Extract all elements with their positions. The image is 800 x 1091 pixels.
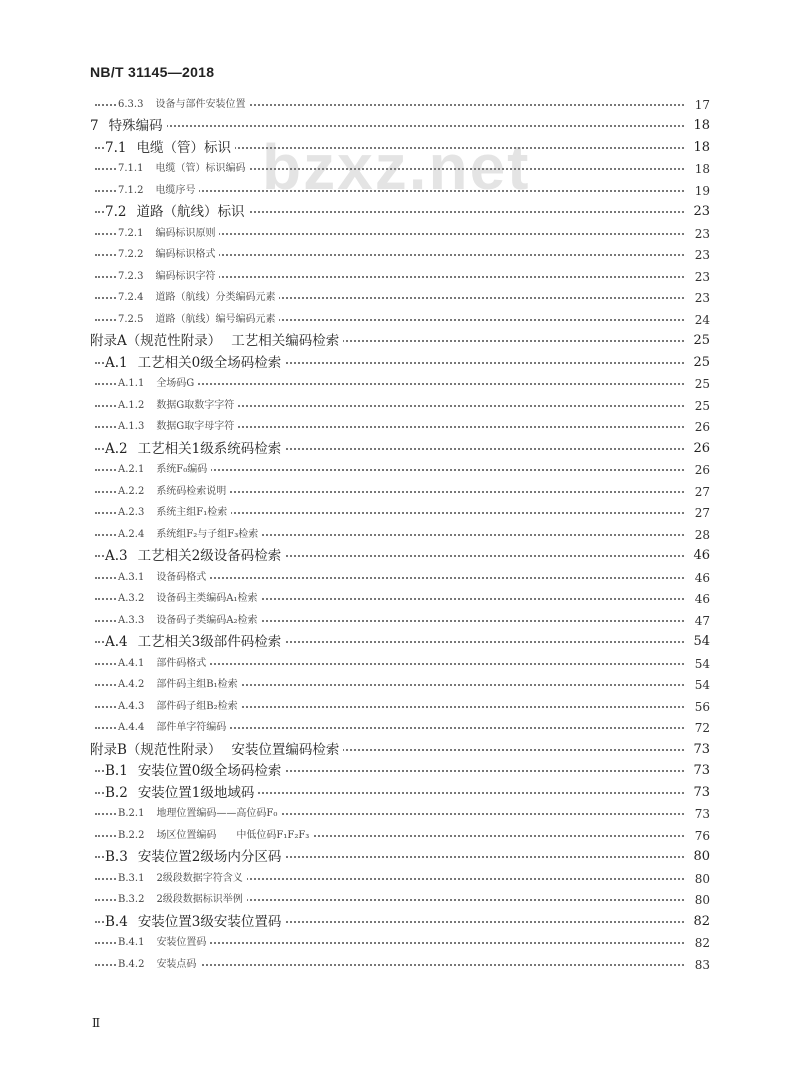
toc-entry[interactable] <box>0 761 800 783</box>
toc-entry-number: A.1.1 <box>118 378 145 390</box>
toc-entry[interactable] <box>0 589 800 611</box>
toc-entry-number: 7.2.2 <box>118 249 144 261</box>
toc-entry-title: 工艺相关3级部件码检索 <box>137 634 282 651</box>
toc-entry-number: A.1.3 <box>118 421 145 433</box>
toc-entry-title: 设备码主类编码A₁检索 <box>156 593 258 605</box>
toc-entry-page: 56 <box>684 699 710 715</box>
toc-entry[interactable] <box>0 331 800 353</box>
toc-entry-title: 系统主组F₁检索 <box>156 507 228 519</box>
toc-entry[interactable] <box>0 266 800 288</box>
toc-entry[interactable] <box>0 933 800 955</box>
toc-entry-page: 72 <box>684 720 710 736</box>
page-number-marker: Ⅱ <box>92 1016 101 1030</box>
toc-entry-label <box>118 957 200 973</box>
toc-entry-title: 设备与部件安装位置 <box>155 98 246 110</box>
toc-entry-page: 25 <box>684 376 710 392</box>
toc-entry-label <box>118 613 262 629</box>
toc-entry[interactable] <box>0 696 800 718</box>
toc-entry-number: B.3.2 <box>118 894 145 906</box>
toc-entry-page: 46 <box>684 548 710 564</box>
table-of-contents <box>0 94 800 976</box>
toc-entry[interactable] <box>0 632 800 654</box>
toc-entry-label <box>118 290 279 306</box>
toc-entry-page: 18 <box>684 118 710 134</box>
toc-entry-number: 7.2.4 <box>118 292 144 304</box>
toc-entry[interactable] <box>0 804 800 826</box>
toc-entry-title: 场区位置编码 中低位码F₁F₂F₃ <box>156 829 310 841</box>
toc-entry[interactable] <box>0 567 800 589</box>
toc-entry-number: A.2 <box>105 440 128 457</box>
toc-entry[interactable] <box>0 546 800 568</box>
document-code: NB/T 31145—2018 <box>90 64 215 80</box>
toc-entry[interactable] <box>0 223 800 245</box>
toc-entry-page: 23 <box>684 290 710 306</box>
toc-entry-page: 80 <box>684 871 710 887</box>
toc-entry-number: 7.1.1 <box>118 163 144 175</box>
toc-entry-label <box>118 247 219 263</box>
toc-entry-label <box>105 548 285 564</box>
toc-entry-page: 54 <box>684 634 710 650</box>
toc-entry-number: B.2.2 <box>118 829 145 841</box>
toc-entry[interactable] <box>0 288 800 310</box>
toc-entry-label <box>118 677 242 693</box>
toc-entry-number: 附录A（规范性附录） <box>90 333 222 350</box>
toc-entry-number: 7 <box>90 118 99 135</box>
toc-entry-page: 23 <box>684 247 710 263</box>
toc-entry-title: 工艺相关0级全场码检索 <box>137 354 282 371</box>
toc-entry-page: 27 <box>684 484 710 500</box>
toc-entry-page: 73 <box>684 806 710 822</box>
toc-entry-number: A.2.1 <box>118 464 145 476</box>
toc-entry-page: 54 <box>684 677 710 693</box>
toc-entry-number: A.3.3 <box>118 614 145 626</box>
toc-entry-page: 26 <box>684 462 710 478</box>
toc-entry-page: 19 <box>684 183 710 199</box>
toc-entry-number: A.3 <box>105 548 128 565</box>
toc-entry-page: 73 <box>684 763 710 779</box>
toc-entry-label <box>118 183 199 199</box>
toc-entry-label <box>90 742 343 758</box>
toc-entry-page: 28 <box>684 527 710 543</box>
toc-entry[interactable] <box>0 245 800 267</box>
toc-entry[interactable] <box>0 718 800 740</box>
toc-entry-page: 76 <box>684 828 710 844</box>
toc-entry-label <box>105 355 285 371</box>
toc-entry-label <box>118 720 230 736</box>
toc-entry-number: 7.1 <box>105 139 127 156</box>
toc-entry-title: 数据G取字母字符 <box>156 421 235 433</box>
toc-entry-title: 设备码格式 <box>156 571 207 583</box>
toc-entry-page: 23 <box>684 269 710 285</box>
toc-entry[interactable] <box>0 309 800 331</box>
toc-entry[interactable] <box>0 159 800 181</box>
toc-entry-title: 部件码格式 <box>156 657 207 669</box>
toc-entry-label <box>118 935 210 951</box>
toc-entry-number: B.1 <box>105 763 128 780</box>
toc-entry[interactable] <box>0 911 800 933</box>
toc-entry-label <box>105 849 285 865</box>
toc-entry-label <box>118 828 313 844</box>
toc-entry-title: 电缆（管）标识 <box>136 139 231 156</box>
toc-entry[interactable] <box>0 94 800 116</box>
toc-entry-title: 电缆序号 <box>155 184 196 196</box>
toc-entry-label <box>118 892 247 908</box>
toc-entry-number: B.4 <box>105 913 128 930</box>
toc-entry-number: B.4.2 <box>118 958 145 970</box>
toc-entry-title: 设备码子类编码A₂检索 <box>156 614 258 626</box>
toc-entry-title: 工艺相关编码检索 <box>231 333 340 350</box>
toc-entry[interactable] <box>0 374 800 396</box>
toc-entry-number: B.2.1 <box>118 808 145 820</box>
toc-entry-page: 46 <box>684 570 710 586</box>
toc-entry[interactable] <box>0 890 800 912</box>
toc-entry-title: 安装位置3级安装位置码 <box>137 913 282 930</box>
toc-entry-title: 安装位置1级地域码 <box>137 784 255 801</box>
toc-entry-number: 7.2.3 <box>118 270 144 282</box>
toc-entry[interactable] <box>0 202 800 224</box>
toc-entry-page: 25 <box>684 355 710 371</box>
toc-entry[interactable] <box>0 653 800 675</box>
toc-entry-number: 7.2.1 <box>118 227 144 239</box>
toc-entry[interactable] <box>0 116 800 138</box>
toc-entry-number: 附录B（规范性附录） <box>90 741 222 758</box>
toc-entry-label <box>118 570 210 586</box>
toc-entry-number: B.4.1 <box>118 937 145 949</box>
toc-entry-page: 82 <box>684 914 710 930</box>
toc-entry-title: 安装位置0级全场码检索 <box>137 763 282 780</box>
toc-entry-title: 道路（航线）标识 <box>136 204 245 221</box>
toc-entry-label <box>105 785 258 801</box>
toc-entry[interactable] <box>0 438 800 460</box>
toc-entry-number: A.2.4 <box>118 528 145 540</box>
toc-entry-label <box>105 763 285 779</box>
toc-entry-label <box>105 204 248 220</box>
toc-entry-title: 道路（航线）分类编码元素 <box>155 292 276 304</box>
toc-entry-page: 17 <box>684 97 710 113</box>
toc-entry-title: 特殊编码 <box>108 118 163 135</box>
toc-entry-number: A.4.3 <box>118 700 145 712</box>
toc-entry-title: 系统码检索说明 <box>156 485 227 497</box>
toc-entry[interactable] <box>0 395 800 417</box>
toc-entry-title: 电缆（管）标识编码 <box>155 163 246 175</box>
toc-entry[interactable] <box>0 675 800 697</box>
toc-entry-page: 25 <box>684 398 710 414</box>
toc-entry-label <box>105 914 285 930</box>
toc-entry-label <box>118 376 198 392</box>
toc-entry-label <box>118 269 219 285</box>
toc-entry-label <box>118 871 247 887</box>
toc-entry-number: 7.1.2 <box>118 184 144 196</box>
toc-entry-title: 系统F₀编码 <box>156 464 208 476</box>
toc-entry-label <box>118 462 211 478</box>
toc-entry-page: 23 <box>684 204 710 220</box>
toc-entry-label <box>118 161 249 177</box>
toc-entry[interactable] <box>0 460 800 482</box>
toc-entry-number: B.3.1 <box>118 872 145 884</box>
toc-entry-number: B.2 <box>105 784 128 801</box>
toc-entry-number: 6.3.3 <box>118 98 144 110</box>
toc-entry-title: 编码标识字符 <box>155 270 216 282</box>
toc-entry[interactable] <box>0 868 800 890</box>
toc-entry-page: 80 <box>684 892 710 908</box>
toc-entry[interactable] <box>0 137 800 159</box>
toc-entry-page: 83 <box>684 957 710 973</box>
toc-entry-title: 编码标识原则 <box>155 227 216 239</box>
watermark: bzxz.net <box>262 131 531 203</box>
toc-entry-title: 2级段数据标识举例 <box>156 894 243 906</box>
toc-entry-label <box>105 140 235 156</box>
toc-entry[interactable] <box>0 503 800 525</box>
toc-entry-label <box>90 118 167 134</box>
toc-entry-page: 73 <box>684 785 710 801</box>
toc-entry-label <box>118 226 219 242</box>
toc-entry-title: 部件码子组B₂检索 <box>156 700 238 712</box>
toc-entry-title: 地理位置编码——高位码F₀ <box>156 808 278 820</box>
toc-entry-page: 25 <box>684 333 710 349</box>
toc-entry-title: 工艺相关1级系统码检索 <box>137 440 282 457</box>
toc-entry[interactable] <box>0 481 800 503</box>
toc-entry-number: A.4 <box>105 634 128 651</box>
toc-entry-title: 安装位置2级场内分区码 <box>137 849 282 866</box>
toc-entry-number: 7.2.5 <box>118 313 144 325</box>
toc-entry-number: A.1 <box>105 354 128 371</box>
toc-entry-label <box>118 591 262 607</box>
toc-entry-title: 工艺相关2级设备码检索 <box>137 548 282 565</box>
toc-entry[interactable] <box>0 782 800 804</box>
toc-entry-page: 23 <box>684 226 710 242</box>
toc-entry-number: A.1.2 <box>118 399 145 411</box>
toc-entry-label <box>105 634 285 650</box>
toc-entry-title: 部件码主组B₁检索 <box>156 679 238 691</box>
toc-entry-number: B.3 <box>105 849 128 866</box>
toc-entry[interactable] <box>0 417 800 439</box>
toc-entry-label <box>105 441 285 457</box>
toc-entry-title: 安装点码 <box>156 958 197 970</box>
toc-entry-title: 全场码G <box>156 378 195 390</box>
toc-entry-page: 73 <box>684 742 710 758</box>
toc-entry-page: 47 <box>684 613 710 629</box>
toc-entry-number: A.4.1 <box>118 657 145 669</box>
toc-entry-page: 26 <box>684 419 710 435</box>
toc-entry[interactable] <box>0 610 800 632</box>
toc-entry-title: 部件单字符编码 <box>156 722 227 734</box>
toc-entry-title: 2级段数据字符含义 <box>156 872 243 884</box>
toc-entry[interactable] <box>0 739 800 761</box>
toc-entry-label <box>118 484 230 500</box>
toc-entry-page: 54 <box>684 656 710 672</box>
toc-entry-page: 18 <box>684 161 710 177</box>
toc-entry-label <box>90 333 343 349</box>
toc-entry-page: 18 <box>684 140 710 156</box>
toc-entry-number: A.2.3 <box>118 507 145 519</box>
toc-entry[interactable] <box>0 954 800 976</box>
toc-entry[interactable] <box>0 825 800 847</box>
toc-entry-number: A.2.2 <box>118 485 145 497</box>
toc-entry-page: 80 <box>684 849 710 865</box>
toc-entry-label <box>118 312 279 328</box>
toc-entry-number: 7.2 <box>105 204 127 221</box>
toc-entry-page: 82 <box>684 935 710 951</box>
toc-entry-title: 安装位置码 <box>156 937 207 949</box>
toc-entry-label <box>118 97 249 113</box>
toc-entry[interactable] <box>0 524 800 546</box>
toc-leader-dots <box>95 125 700 127</box>
toc-entry-label <box>118 527 262 543</box>
toc-entry-label <box>118 419 238 435</box>
toc-entry-number: A.4.2 <box>118 679 145 691</box>
toc-entry-page: 26 <box>684 441 710 457</box>
toc-entry-number: A.3.1 <box>118 571 145 583</box>
toc-entry-label <box>118 398 238 414</box>
toc-entry-label <box>118 699 242 715</box>
toc-entry[interactable] <box>0 847 800 869</box>
toc-entry-label <box>118 505 231 521</box>
toc-entry-label <box>118 806 281 822</box>
toc-entry[interactable] <box>0 180 800 202</box>
toc-entry-page: 24 <box>684 312 710 328</box>
toc-entry-title: 数据G取数字字符 <box>156 399 235 411</box>
toc-entry-number: A.3.2 <box>118 593 145 605</box>
toc-entry-title: 道路（航线）编号编码元素 <box>155 313 276 325</box>
toc-entry-page: 46 <box>684 591 710 607</box>
toc-entry[interactable] <box>0 352 800 374</box>
toc-entry-number: A.4.4 <box>118 722 145 734</box>
toc-entry-title: 系统组F₂与子组F₃检索 <box>156 528 259 540</box>
toc-entry-title: 安装位置编码检索 <box>231 741 340 758</box>
toc-entry-title: 编码标识格式 <box>155 249 216 261</box>
toc-entry-page: 27 <box>684 505 710 521</box>
toc-entry-label <box>118 656 210 672</box>
